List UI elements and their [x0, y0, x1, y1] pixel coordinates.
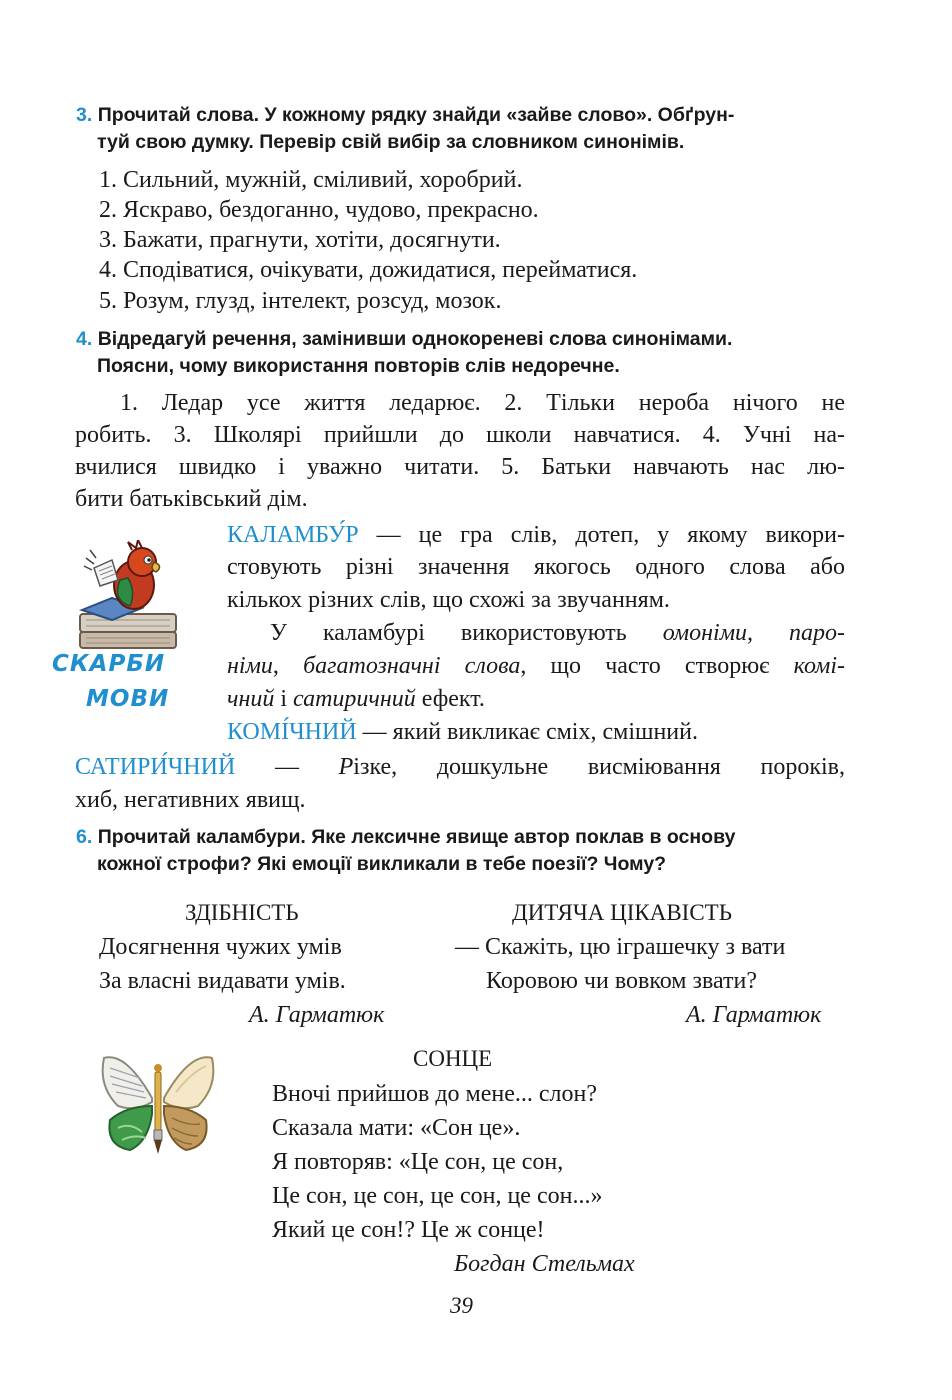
- definition-satiric: [75, 752, 845, 782]
- usage-term: комі-: [793, 653, 846, 679]
- list-item: 2. Яскраво, бездоганно, чудово, прекрасно.: [99, 197, 539, 223]
- poem-line: Вночі прийшов до мене... слон?: [272, 1081, 597, 1107]
- usage-term: німи: [227, 653, 273, 679]
- definition-line: кількох різних слів, що схожі за звучанням.: [227, 587, 670, 613]
- usage-text: , що часто створює: [520, 653, 794, 679]
- definition-text: —: [235, 754, 339, 780]
- definition-line: хиб, негативних явищ.: [75, 787, 306, 813]
- term: КОМІ́ЧНИЙ: [227, 719, 357, 745]
- usage-term: сатиричний: [293, 686, 416, 712]
- poem-author: Богдан Стельмах: [454, 1251, 635, 1277]
- usage-line: [227, 684, 485, 714]
- poem-line: Я повторяв: «Це сон, це сон,: [272, 1149, 564, 1175]
- poem-title: ЗДІБНІСТЬ: [185, 900, 299, 925]
- term: САТИРИ́ЧНИЙ: [75, 754, 236, 780]
- usage-term: омоніми, паро-: [662, 620, 845, 646]
- definition-text: — це гра слів, дотеп, у якому викори-: [358, 522, 845, 548]
- task-4-prompt: [76, 326, 732, 380]
- definition-text: Р: [338, 754, 354, 780]
- paragraph-line: бити батьківський дім.: [75, 486, 308, 512]
- poem-line: — Скажіть, цю іграшечку з вати: [455, 934, 786, 960]
- paragraph-line: 1. Ледар усе життя ледарює. 2. Тільки нероба нічого не: [120, 390, 845, 416]
- usage-text: і: [274, 686, 294, 712]
- treasures-label: СКАРБИ: [52, 651, 166, 677]
- usage-line: [270, 618, 845, 648]
- task-text: кожної строфи? Які емоції викликали в тебе поезії? Чому?: [97, 853, 667, 875]
- paragraph-line: вчилися швидко і уважно читати. 5. Батьки навчають нас лю-: [75, 454, 845, 480]
- usage-term: багатозначні слова: [303, 653, 521, 679]
- poem-line: За власні видавати умів.: [99, 968, 346, 994]
- definition-line: стовують різні значення якогось одного слова або: [227, 554, 845, 580]
- term: КАЛАМБУ́Р: [227, 522, 359, 548]
- usage-text: ,: [272, 653, 304, 679]
- paragraph-line: робить. 3. Школярі прийшли до школи навчатися. 4. Учні на-: [75, 422, 845, 448]
- usage-line: [227, 651, 845, 681]
- definition-comic: [227, 717, 698, 747]
- poem-line: Який це сон!? Це ж сонце!: [272, 1217, 545, 1243]
- page-number: 39: [450, 1293, 473, 1318]
- poem-title: ДИТЯЧА ЦІКАВІСТЬ: [512, 900, 732, 925]
- usage-text: ефект.: [415, 686, 485, 712]
- definition-text: — який викликає сміх, смішний.: [356, 719, 698, 745]
- poem-author: А. Гарматюк: [249, 1002, 385, 1028]
- task-number: 6.: [76, 826, 93, 848]
- list-item: 3. Бажати, прагнути, хотіти, досягнути.: [99, 227, 501, 253]
- definition-calambur: [227, 520, 845, 550]
- list-item: 1. Сильний, мужній, сміливий, хоробрий.: [99, 167, 523, 193]
- poem-line: Сказала мати: «Сон це».: [272, 1115, 521, 1141]
- task-text: Прочитай каламбури. Яке лексичне явище автор поклав в основу: [97, 826, 736, 848]
- list-item: 4. Сподіватися, очікувати, дожидатися, перейматися.: [99, 257, 638, 283]
- poem-line: Досягнення чужих умів: [99, 934, 342, 960]
- usage-term: чний: [227, 686, 275, 712]
- butterfly-brush-icon: [96, 1052, 220, 1156]
- task-text: Відредагуй речення, замінивши однокореневі слова синонімами.: [97, 328, 733, 350]
- task-text: Поясни, чому використання повторів слів недоречне.: [97, 355, 620, 377]
- poem-line: Коровою чи вовком звати?: [486, 968, 758, 994]
- poem-title: СОНЦЕ: [413, 1046, 493, 1071]
- task-text: Прочитай слова. У кожному рядку знайди «зайве слово». Обґрун-: [97, 104, 735, 126]
- definition-text: ізке, дошкульне висміювання пороків,: [353, 754, 846, 780]
- task-6-prompt: [76, 824, 735, 878]
- task-number: 4.: [76, 328, 93, 350]
- parrot-on-books-icon: [72, 540, 182, 652]
- list-item: 5. Розум, глузд, інтелект, розсуд, мозок.: [99, 288, 502, 314]
- poem-author: А. Гарматюк: [686, 1002, 822, 1028]
- usage-text: У каламбурі використовують: [270, 620, 663, 646]
- task-number: 3.: [76, 104, 93, 126]
- task-text: туй свою думку. Перевір свій вибір за словником синонімів.: [97, 131, 685, 153]
- treasures-label: МОВИ: [86, 686, 170, 712]
- task-3-prompt: [76, 102, 734, 156]
- poem-line: Це сон, це сон, це сон, це сон...»: [272, 1183, 603, 1209]
